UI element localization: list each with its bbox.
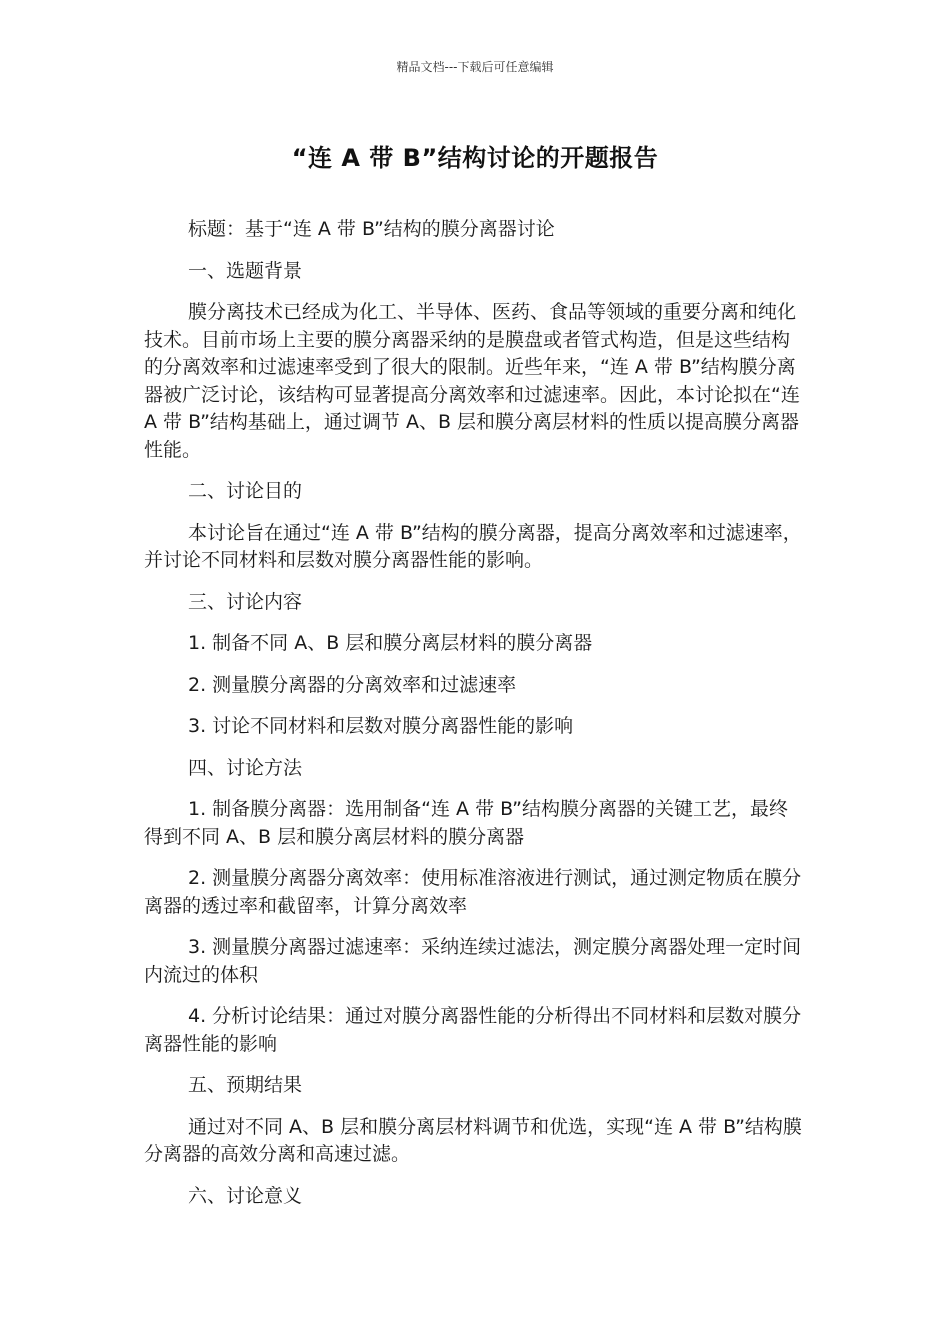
page-title: “连 A 带 B”结构讨论的开题报告 xyxy=(291,144,659,172)
section-heading-content: 三、讨论内容 xyxy=(188,590,303,613)
content-item-2: 2. 测量膜分离器的分离效率和过滤速率 xyxy=(188,673,517,696)
content-item-3: 3. 讨论不同材料和层数对膜分离器性能的影响 xyxy=(188,715,574,737)
section-heading-expected: 五、预期结果 xyxy=(188,1074,303,1096)
content-item-1: 1. 制备不同 A、B 层和膜分离层材料的膜分离器 xyxy=(188,632,593,654)
section-heading-purpose: 二、讨论目的 xyxy=(188,480,303,502)
header-note: 精品文档---下载后可任意编辑 xyxy=(396,60,554,74)
method-item-3: 3. 测量膜分离器过滤速率：采纳连续过滤法，测定膜分离器处理一定时间内流过的体积 xyxy=(144,936,802,986)
document-body xyxy=(144,216,804,1224)
method-item-1: 1. 制备膜分离器：选用制备“连 A 带 B”结构膜分离器的关键工艺，最终得到不同 A、B 层和膜分离层材料的膜分离器 xyxy=(144,798,788,848)
method-item-2: 2. 测量膜分离器分离效率：使用标准溶液进行测试，通过测定物质在膜分离器的透过率和截留率，计算分离效率 xyxy=(144,867,802,917)
section-heading-method: 四、讨论方法 xyxy=(188,756,303,779)
paragraph-purpose: 本讨论旨在通过“连 A 带 B”结构的膜分离器，提高分离效率和过滤速率，并讨论不同材料和层数对膜分离器性能的影响。 xyxy=(144,521,802,571)
section-heading-background: 一、选题背景 xyxy=(188,259,303,282)
method-item-4: 4. 分析讨论结果：通过对膜分离器性能的分析得出不同材料和层数对膜分离器性能的影响 xyxy=(144,1005,802,1055)
section-heading-significance: 六、讨论意义 xyxy=(188,1184,303,1207)
subject-line: 标题：基于“连 A 带 B”结构的膜分离器讨论 xyxy=(188,218,555,240)
paragraph-background: 膜分离技术已经成为化工、半导体、医药、食品等领域的重要分离和纯化技术。目前市场上主要的膜分离器采纳的是膜盘或者管式构造，但是这些结构的分离效率和过滤速率受到了很大的限制。近些年来，“连 A 带 B”结构膜分离器被广泛讨论，该结构可显著提高分离效率和过滤速率。因此，本讨论拟在“连 A 带 B”结构基础上，通过调节 A、B 层和膜分离层材料的性质以提高膜分离器性能。 xyxy=(144,301,800,461)
paragraph-expected: 通过对不同 A、B 层和膜分离层材料调节和优选，实现“连 A 带 B”结构膜分离器的高效分离和高速过滤。 xyxy=(144,1115,802,1165)
